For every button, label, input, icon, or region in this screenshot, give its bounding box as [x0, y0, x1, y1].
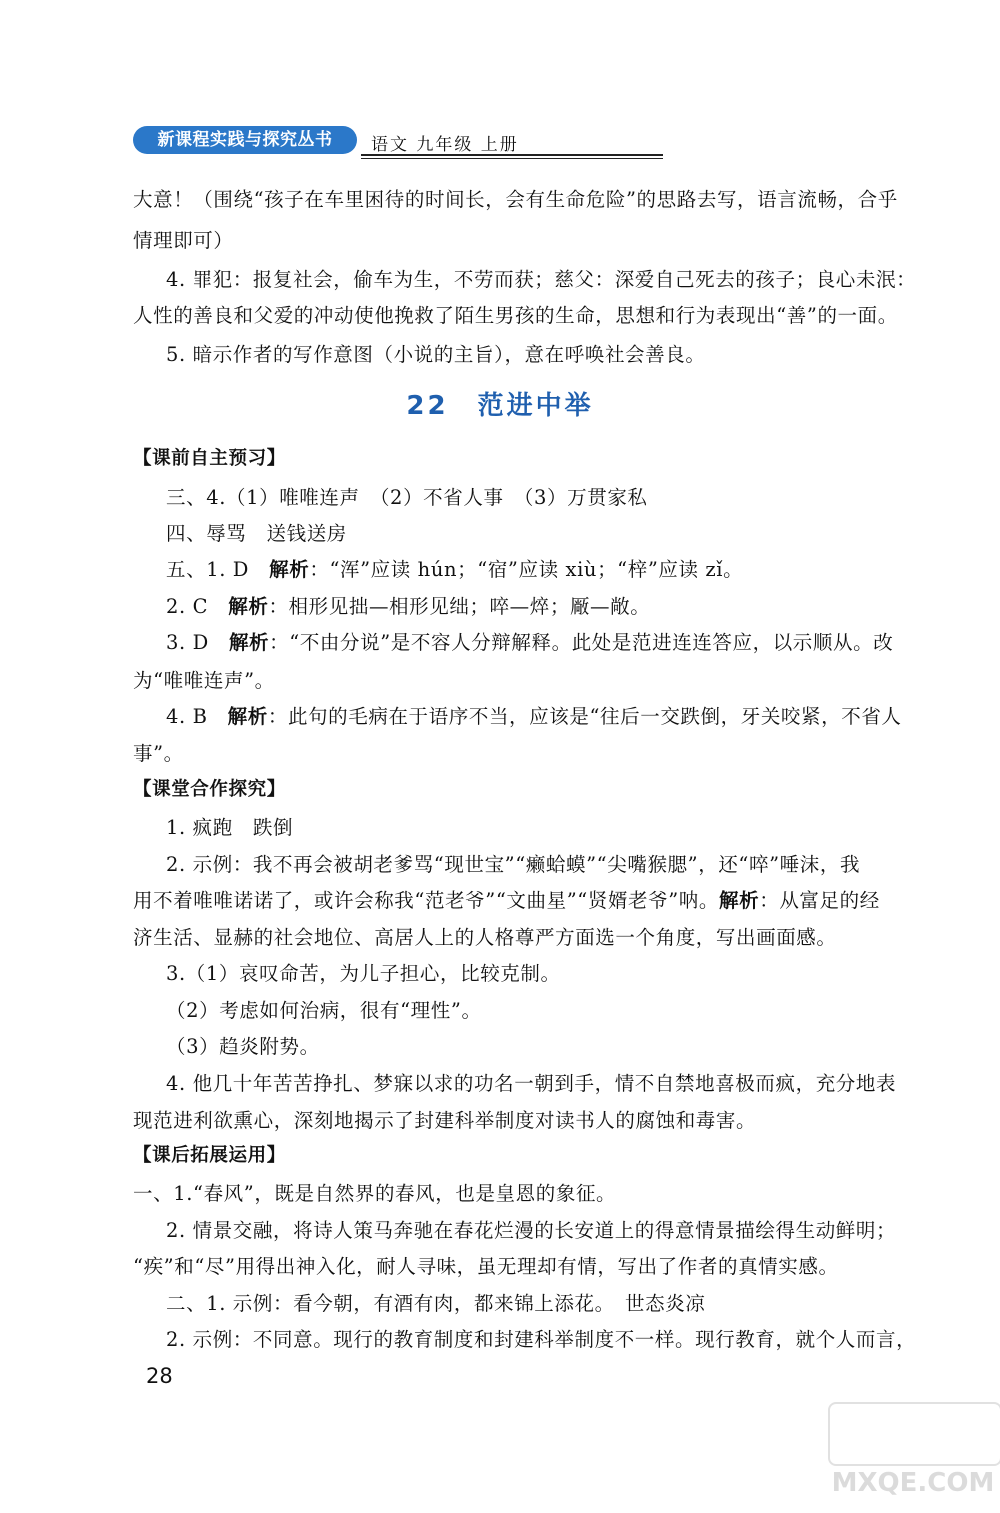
lesson-title: 22 范进中举 [406, 391, 594, 421]
analysis-text: ：“不由分说”是不容人分辩解释。此处是范进连连答应，以示顺从。改 [269, 631, 894, 654]
body-line: 四、辱骂 送钱送房 [166, 522, 347, 545]
body-line: 2. 示例：我不再会被胡老爹骂“现世宝”“癞蛤蟆”“尖嘴猴腮”，还“啐”唾沫，我 [166, 853, 861, 876]
analysis-tag: 解析 [228, 631, 270, 654]
analysis-text: ：从富足的经 [759, 889, 880, 912]
body-line: 现范进利欲熏心，深刻地揭示了封建科举制度对读书人的腐蚀和毒害。 [133, 1109, 757, 1132]
body-line: 二、1. 示例：看今朝，有酒有肉，都来锦上添花。 世态炎凉 [166, 1292, 706, 1315]
body-line: 事”。 [133, 742, 184, 765]
answer-number: 3. D [166, 631, 229, 654]
answer-text: 用不着唯唯诺诺了，或许会称我“范老爷”“文曲星”“贤婿老爷”呐。 [133, 889, 720, 912]
body-line: 3.（1）哀叹命苦，为儿子担心，比较克制。 [166, 962, 561, 985]
analysis-text: ：相形见拙—相形见绌；啐—焠；厰—敞。 [268, 595, 651, 618]
section-heading: 【课前自主预习】 [133, 448, 286, 469]
body-line: 2. 情景交融，将诗人策马奔驰在春花烂漫的长安道上的得意情景描绘得生动鲜明； [166, 1219, 897, 1242]
body-line [166, 627, 908, 655]
subject-label: 语文 九年级 上册 [371, 135, 519, 155]
analysis-tag: 解析 [228, 595, 269, 618]
body-line: “疾”和“尽”用得出神入化，耐人寻味，虽无理却有情，写出了作者的真情实感。 [133, 1255, 839, 1278]
book-header [133, 124, 533, 158]
answer-number: 4. B [166, 705, 228, 728]
body-line: 人性的善良和父爱的冲动使他挽救了陌生男孩的生命，思想和行为表现出“善”的一面。 [133, 304, 898, 327]
body-line: 1. 疯跑 跌倒 [166, 816, 294, 839]
header-rule [361, 154, 663, 156]
section-heading: 【课堂合作探究】 [133, 779, 286, 800]
answer-number: 五、1. D [166, 558, 270, 581]
body-line: 4. 罪犯：报复社会，偷车为生，不劳而获；慈父：深爱自己死去的孩子；良心未泯： [166, 268, 917, 291]
body-line: 5. 暗示作者的写作意图（小说的主旨），意在呼唤社会善良。 [166, 343, 706, 366]
body-line: 为“唯唯连声”。 [133, 669, 275, 692]
section-heading: 【课后拓展运用】 [133, 1145, 286, 1166]
body-line: （3）趋炎附势。 [166, 1035, 320, 1058]
watermark [828, 1402, 998, 1502]
body-line [166, 701, 908, 729]
body-line: 大意！（围绕“孩子在车里困待的时间长，会有生命危险”的思路去写，语言流畅，合乎 [133, 188, 898, 211]
body-line: 济生活、显赫的社会地位、高居人上的人格尊严方面选一个角度，写出画面感。 [133, 926, 837, 949]
series-badge: 新课程实践与探究丛书 [133, 126, 357, 154]
body-line [166, 554, 908, 582]
body-line [133, 885, 908, 913]
body-line: 4. 他几十年苦苦挣扎、梦寐以求的功名一朝到手，情不自禁地喜极而疯，充分地表 [166, 1072, 897, 1095]
analysis-text: ：“浑”应读 hún；“宿”应读 xiù；“梓”应读 zǐ。 [309, 558, 744, 581]
body-line [166, 591, 908, 619]
body-line: 一、1.“春风”，既是自然界的春风，也是皇恩的象征。 [133, 1182, 617, 1205]
body-line: （2）考虑如何治病，很有“理性”。 [166, 999, 482, 1022]
header-rule-thin [361, 158, 663, 159]
analysis-text: ：此句的毛病在于语序不当，应该是“往后一交跌倒，牙关咬紧，不省人 [267, 705, 902, 728]
body-line: 2. 示例：不同意。现行的教育制度和封建科举制度不一样。现行教育，就个人而言， [166, 1328, 917, 1351]
body-line: 三、4.（1）唯唯连声 （2）不省人事 （3）万贯家私 [166, 486, 648, 509]
watermark-site: MXQE.COM [831, 1468, 995, 1498]
answer-number: 2. C [166, 595, 229, 618]
watermark-logo [828, 1402, 1000, 1466]
body-line: 情理即可） [133, 229, 234, 252]
analysis-tag: 解析 [227, 705, 268, 728]
analysis-tag: 解析 [719, 889, 760, 912]
analysis-tag: 解析 [269, 558, 310, 581]
page-number: 28 [146, 1364, 173, 1388]
